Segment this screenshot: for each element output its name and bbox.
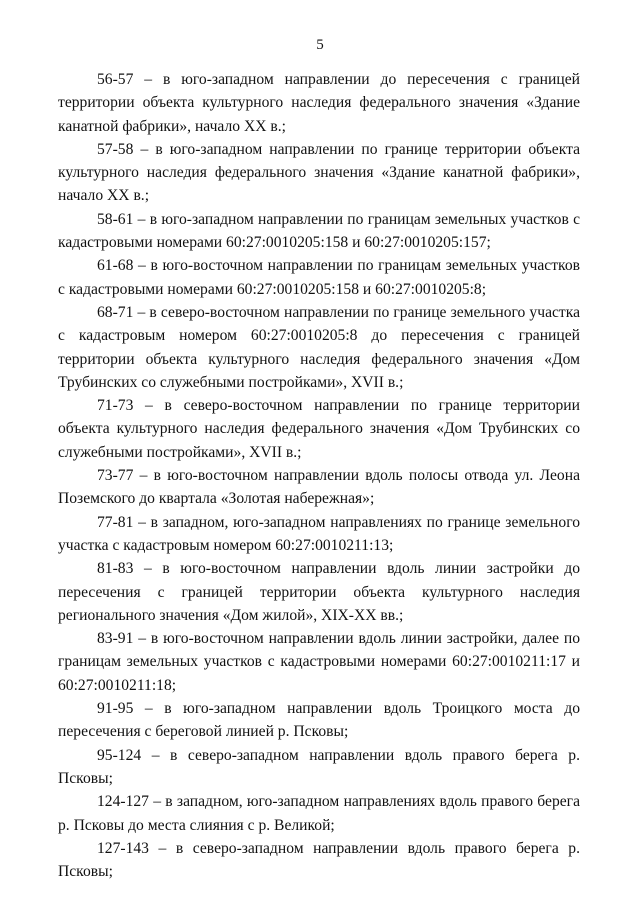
document-body	[58, 68, 580, 883]
boundary-paragraph: 71-73 – в северо-восточном направлении по границе территории объекта культурного наследия федерального значения «Дом Трубинских со служебными постройками», XVII в.;	[58, 397, 580, 461]
boundary-paragraph: 83-91 – в юго-восточном направлении вдоль линии застройки, далее по границам земельных участков с кадастровыми номерами 60:27:0010211:17 и 60:27:0010211:18;	[58, 630, 580, 694]
boundary-paragraph: 68-71 – в северо-восточном направлении по границе земельного участка с кадастровым номером 60:27:0010205:8 до пересечения с границей территории объекта культурного наследия федерального значения «Дом Трубинских со служебными постройками», XVII в.;	[58, 303, 580, 391]
boundary-paragraph: 57-58 – в юго-западном направлении по границе территории объекта культурного наследия федерального значения «Здание канатной фабрики», начало XX в.;	[58, 140, 580, 205]
boundary-paragraph: 61-68 – в юго-восточном направлении по границам земельных участков с кадастровыми номерами 60:27:0010205:158 и 60:27:0010205:8;	[58, 257, 580, 298]
boundary-paragraph: 124-127 – в западном, юго-западном направлениях вдоль правого берега р. Псковы до места слияния с р. Великой;	[58, 793, 580, 834]
boundary-paragraph: 58-61 – в юго-западном направлении по границам земельных участков с кадастровыми номерами 60:27:0010205:158 и 60:27:0010205:157;	[58, 210, 580, 252]
boundary-paragraph: 56-57 – в юго-западном направлении до пересечения с границей территории объекта культурного наследия федерального значения «Здание канатной фабрики», начало XX в.;	[58, 71, 580, 135]
boundary-paragraph: 127-143 – в северо-западном направлении вдоль правого берега р. Псковы;	[58, 839, 580, 881]
boundary-paragraph: 95-124 – в северо-западном направлении вдоль правого берега р. Псковы;	[58, 746, 580, 787]
boundary-paragraph: 91-95 – в юго-западном направлении вдоль Троицкого моста до пересечения с береговой линией р. Псковы;	[58, 700, 580, 741]
boundary-paragraph: 73-77 – в юго-восточном направлении вдоль полосы отвода ул. Леона Поземского до квартала «Золотая набережная»;	[58, 467, 580, 508]
boundary-paragraph: 77-81 – в западном, юго-западном направлениях по границе земельного участка с кадастровым номером 60:27:0010211:13;	[58, 513, 580, 554]
boundary-paragraph: 81-83 – в юго-восточном направлении вдоль линии застройки до пересечения с границей территории объекта культурного наследия регионального значения «Дом жилой», XIX-XX вв.;	[58, 560, 580, 624]
page-number: 5	[316, 37, 324, 53]
